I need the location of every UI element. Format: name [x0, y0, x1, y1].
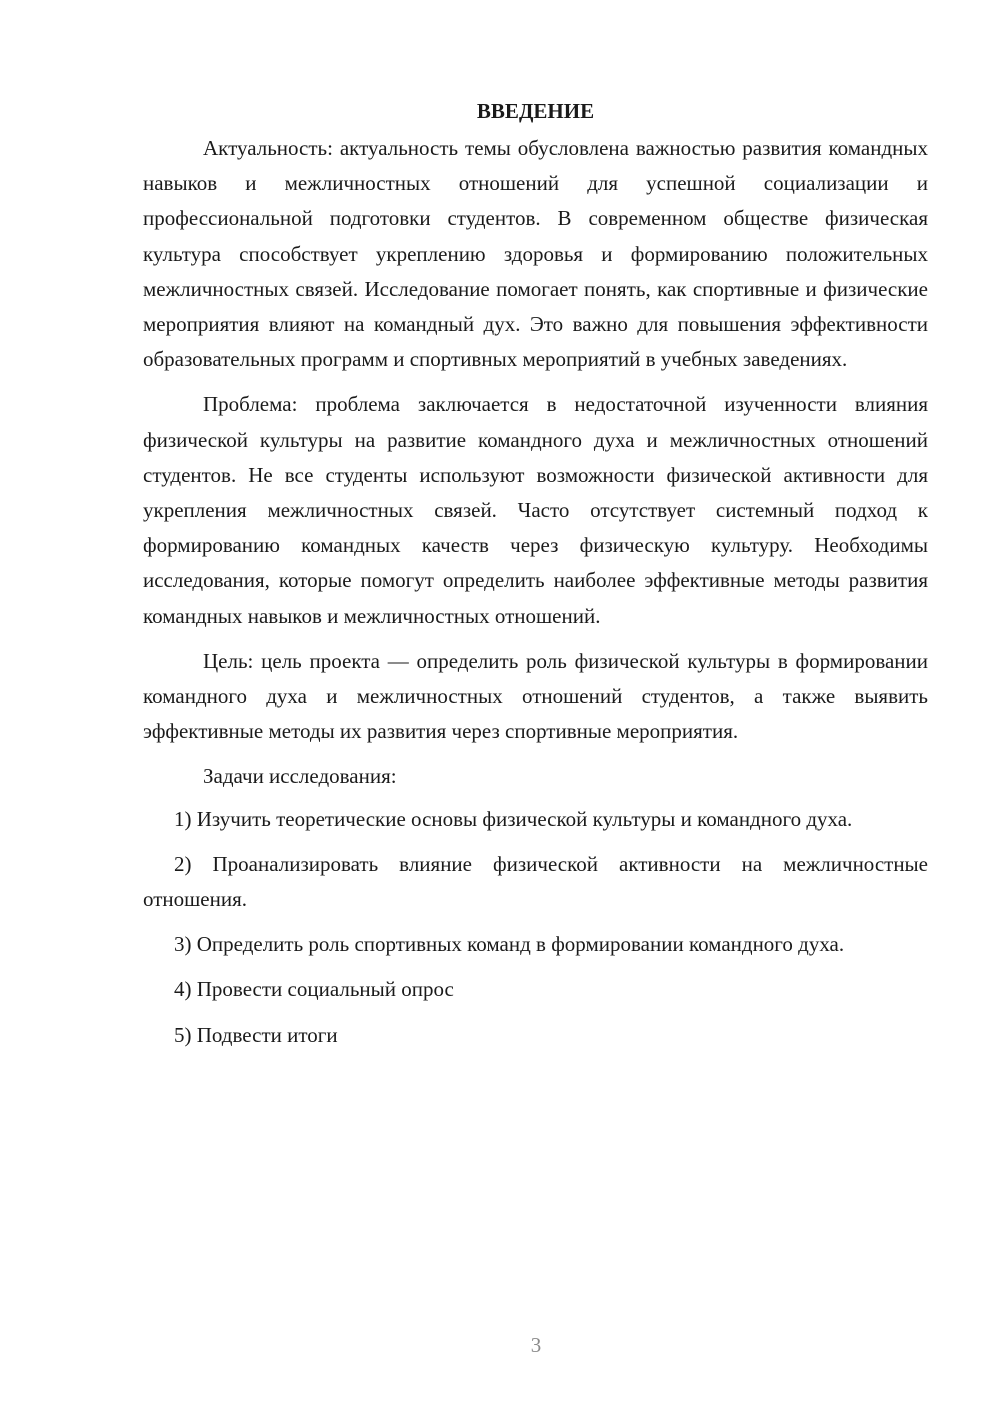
tasks-heading: Задачи исследования:: [203, 764, 397, 789]
section-heading: ВВЕДЕНИЕ: [476, 99, 595, 123]
page-number: 3: [530, 1333, 542, 1357]
problem-paragraph: Проблема: проблема заключается в недостаточной изученности влияния физической культуры на развитие командного духа и межличностных отношений студентов. Не все студенты используют возможности физической активности для укрепления межличностных связей. Часто отсутствует системный подход к формированию командных качеств через физическую культуру. Необходимы исследования, которые помогут определить наиболее эффективные методы развития командных навыков и межличностных отношений.: [143, 392, 928, 628]
goal-paragraph: Цель: цель проекта — определить роль физической культуры в формировании командного духа и межличностных отношений студентов, а также выявить эффективные методы их развития через спортивные мероприятия.: [143, 648, 928, 744]
task-item: 4) Провести социальный опрос: [174, 977, 454, 1002]
task-item: 5) Подвести итоги: [174, 1022, 338, 1047]
page-content: [143, 96, 928, 1053]
relevance-paragraph: Актуальность: актуальность темы обусловлена важностью развития командных навыков и межличностных отношений для успешной социализации и профессиональной подготовки студентов. В современном обществе физическая культура способствует укреплению здоровья и формированию положительных межличностных связей. Исследование помогает понять, как спортивные и физические мероприятия влияют на командный дух. Это важно для повышения эффективности образовательных программ и спортивных мероприятий в учебных заведениях.: [143, 136, 928, 372]
tasks-list: [143, 802, 928, 1053]
task-item: 3) Определить роль спортивных команд в формировании командного духа.: [174, 932, 845, 957]
task-item: 2) Проанализировать влияние физической активности на межличностные отношения.: [143, 851, 928, 912]
task-item: 1) Изучить теоретические основы физической культуры и командного духа.: [174, 806, 853, 831]
